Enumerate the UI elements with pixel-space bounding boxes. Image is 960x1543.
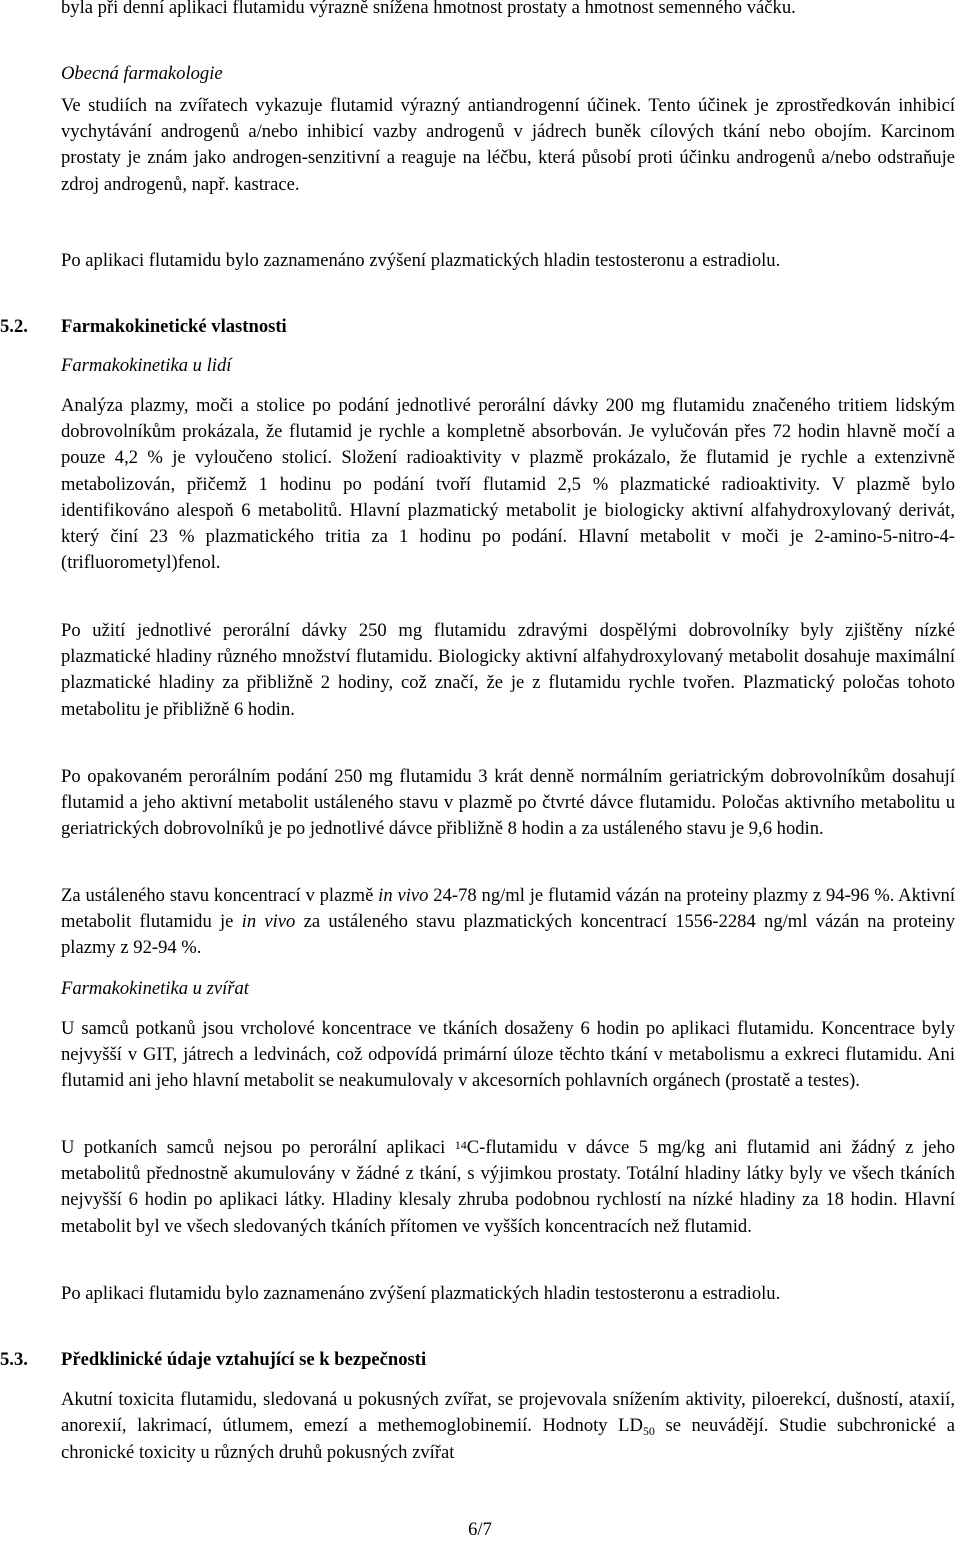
paragraph-human-pk-1: Analýza plazmy, moči a stolice po podání jednotlivé perorální dávky 200 mg flutamidu značeného tritiem lidským dobrovolníkům prokázala, že flutamid je rychle a kompletně absorbován. Je vylučován přes 72 hodin hlavně močí a pouze 4,2 % je vyloučeno stolicí. Složení radioaktivity v plazmě prokázalo, že flutamid je rychle a extenzivně metabolizován, přičemž 1 hodinu po podání tvoří flutamid 2,5 % plazmatické radioaktivity. V plazmě bylo identifikováno alespoň 6 metabolitů. Hlavní plazmatický metabolit je biologicky aktivní alfahydroxylovaný derivát, který činí 23 % plazmatického tritia za 1 hodinu po podání. Hlavní metabolit v moči je 2-amino-5-nitro-4-(trifluorometyl)fenol.: [61, 395, 955, 574]
page-number: 6/7: [468, 1519, 492, 1540]
paragraph-intro-end: byla při denní aplikaci flutamidu výrazně snížena hmotnost prostaty a hmotnost semenného váčku.: [61, 0, 796, 18]
paragraph-human-pk-2: Po užití jednotlivé perorální dávky 250 mg flutamidu zdravými dospělými dobrovolníky byly zjištěny nízké plazmatické hladiny různého množství flutamidu. Biologicky aktivní alfahydroxylovaný metabolit dosahuje maximální plazmatické hladiny za přibližně 2 hodiny, což značí, že je z flutamidu rychle tvořen. Plazmatický poločas tohoto metabolitu je přibližně 6 hodin.: [61, 620, 955, 720]
section-number: 5.3.: [0, 1349, 28, 1370]
text-run-italic: in vivo: [241, 911, 296, 933]
text-run: 24-78 ng/ml je flutamid vázán na proteiny plazmy z 94-96 %. Aktivní metabolit flutamidu je: [61, 885, 955, 933]
subheading-human-pharmacokinetics: Farmakokinetika u lidí: [61, 355, 232, 376]
text-run: C-flutamidu v dávce 5 mg/kg ani flutamid ani žádný z jeho metabolitů přednostně akumulovány v žádné z tkání, s výjimkou prostaty. Totální hladiny látky byly ve všech tkáních nejvyšší 6 hodin po aplikaci látky. Hladiny klesaly zhruba podobnou rychlostí na nízké hladiny za 18 hodin. Hlavní metabolit byl ve všech sledovaných tkáních přítomen ve vyšších koncentracích než flutamid.: [61, 1137, 955, 1237]
paragraph-preclinical-safety: [61, 1387, 955, 1467]
paragraph-animal-pk-2: [61, 1135, 955, 1240]
text-run: Za ustáleného stavu koncentrací v plazmě: [61, 885, 379, 906]
superscript: 14: [454, 1138, 467, 1152]
subscript: 50: [642, 1424, 655, 1439]
paragraph-hormone-levels-2: Po aplikaci flutamidu bylo zaznamenáno zvýšení plazmatických hladin testosteronu a estradiolu.: [61, 1283, 781, 1304]
subheading-animal-pharmacokinetics: Farmakokinetika u zvířat: [61, 978, 249, 999]
section-heading-5-3: [0, 1347, 955, 1373]
paragraph-animal-pk-1: U samců potkanů jsou vrcholové koncentrace ve tkáních dosaženy 6 hodin po aplikaci flutamidu. Koncentrace byly nejvyšší v GIT, játrech a ledvinách, což odpovídá primární úloze těchto tkání v metabolismu a exkreci flutamidu. Ani flutamid ani jeho hlavní metabolit se neakumulovaly v akcesorních pohlavních orgánech (prostatě a testes).: [61, 1018, 955, 1092]
paragraph-hormone-levels: Po aplikaci flutamidu bylo zaznamenáno zvýšení plazmatických hladin testosteronu a estradiolu.: [61, 250, 781, 271]
section-heading-5-2: [0, 314, 955, 340]
text-run-italic: in vivo: [378, 885, 429, 906]
paragraph-general-pharmacology: Ve studiích na zvířatech vykazuje flutamid výrazný antiandrogenní účinek. Tento účinek je zprostředkován inhibicí vychytávání androgenů a/nebo inhibicí vazby androgenů v jádrech buněk cílových tkání nebo obojím. Karcinom prostaty je znám jako androgen-senzitivní a reaguje na léčbu, která působí proti účinku androgenů a/nebo odstraňuje zdroj androgenů, např. kastrace.: [61, 95, 955, 195]
section-title: Farmakokinetické vlastnosti: [61, 316, 287, 337]
text-run: U potkaních samců nejsou po perorální aplikaci: [61, 1137, 455, 1158]
subheading-general-pharmacology: Obecná farmakologie: [61, 63, 223, 84]
section-number: 5.2.: [0, 316, 28, 337]
text-run: Akutní toxicita flutamidu, sledovaná u pokusných zvířat, se projevovala snížením aktivity, piloerekcí, dušností, ataxií, anorexií, lakrimací, útlumem, emezí a methemoglobinemií. Hodnoty LD: [61, 1389, 955, 1437]
paragraph-human-pk-4: [61, 883, 955, 962]
section-title: Předklinické údaje vztahující se k bezpečnosti: [61, 1349, 427, 1370]
text-run: se neuvádějí. Studie subchronické a chronické toxicity u různých druhů pokusných zvířat: [61, 1415, 955, 1464]
paragraph-human-pk-3: Po opakovaném perorálním podání 250 mg flutamidu 3 krát denně normálním geriatrickým dobrovolníkům dosahují flutamid a jeho aktivní metabolit ustáleného stavu v plazmě po čtvrté dávce flutamidu. Poločas aktivního metabolitu u geriatrických dobrovolníků je po jednotlivé dávce přibližně 8 hodin a za ustáleného stavu je 9,6 hodin.: [61, 766, 955, 840]
text-run: za ustáleného stavu plazmatických koncentrací 1556-2284 ng/ml vázán na proteiny plazmy z 92-94 %.: [61, 911, 955, 959]
